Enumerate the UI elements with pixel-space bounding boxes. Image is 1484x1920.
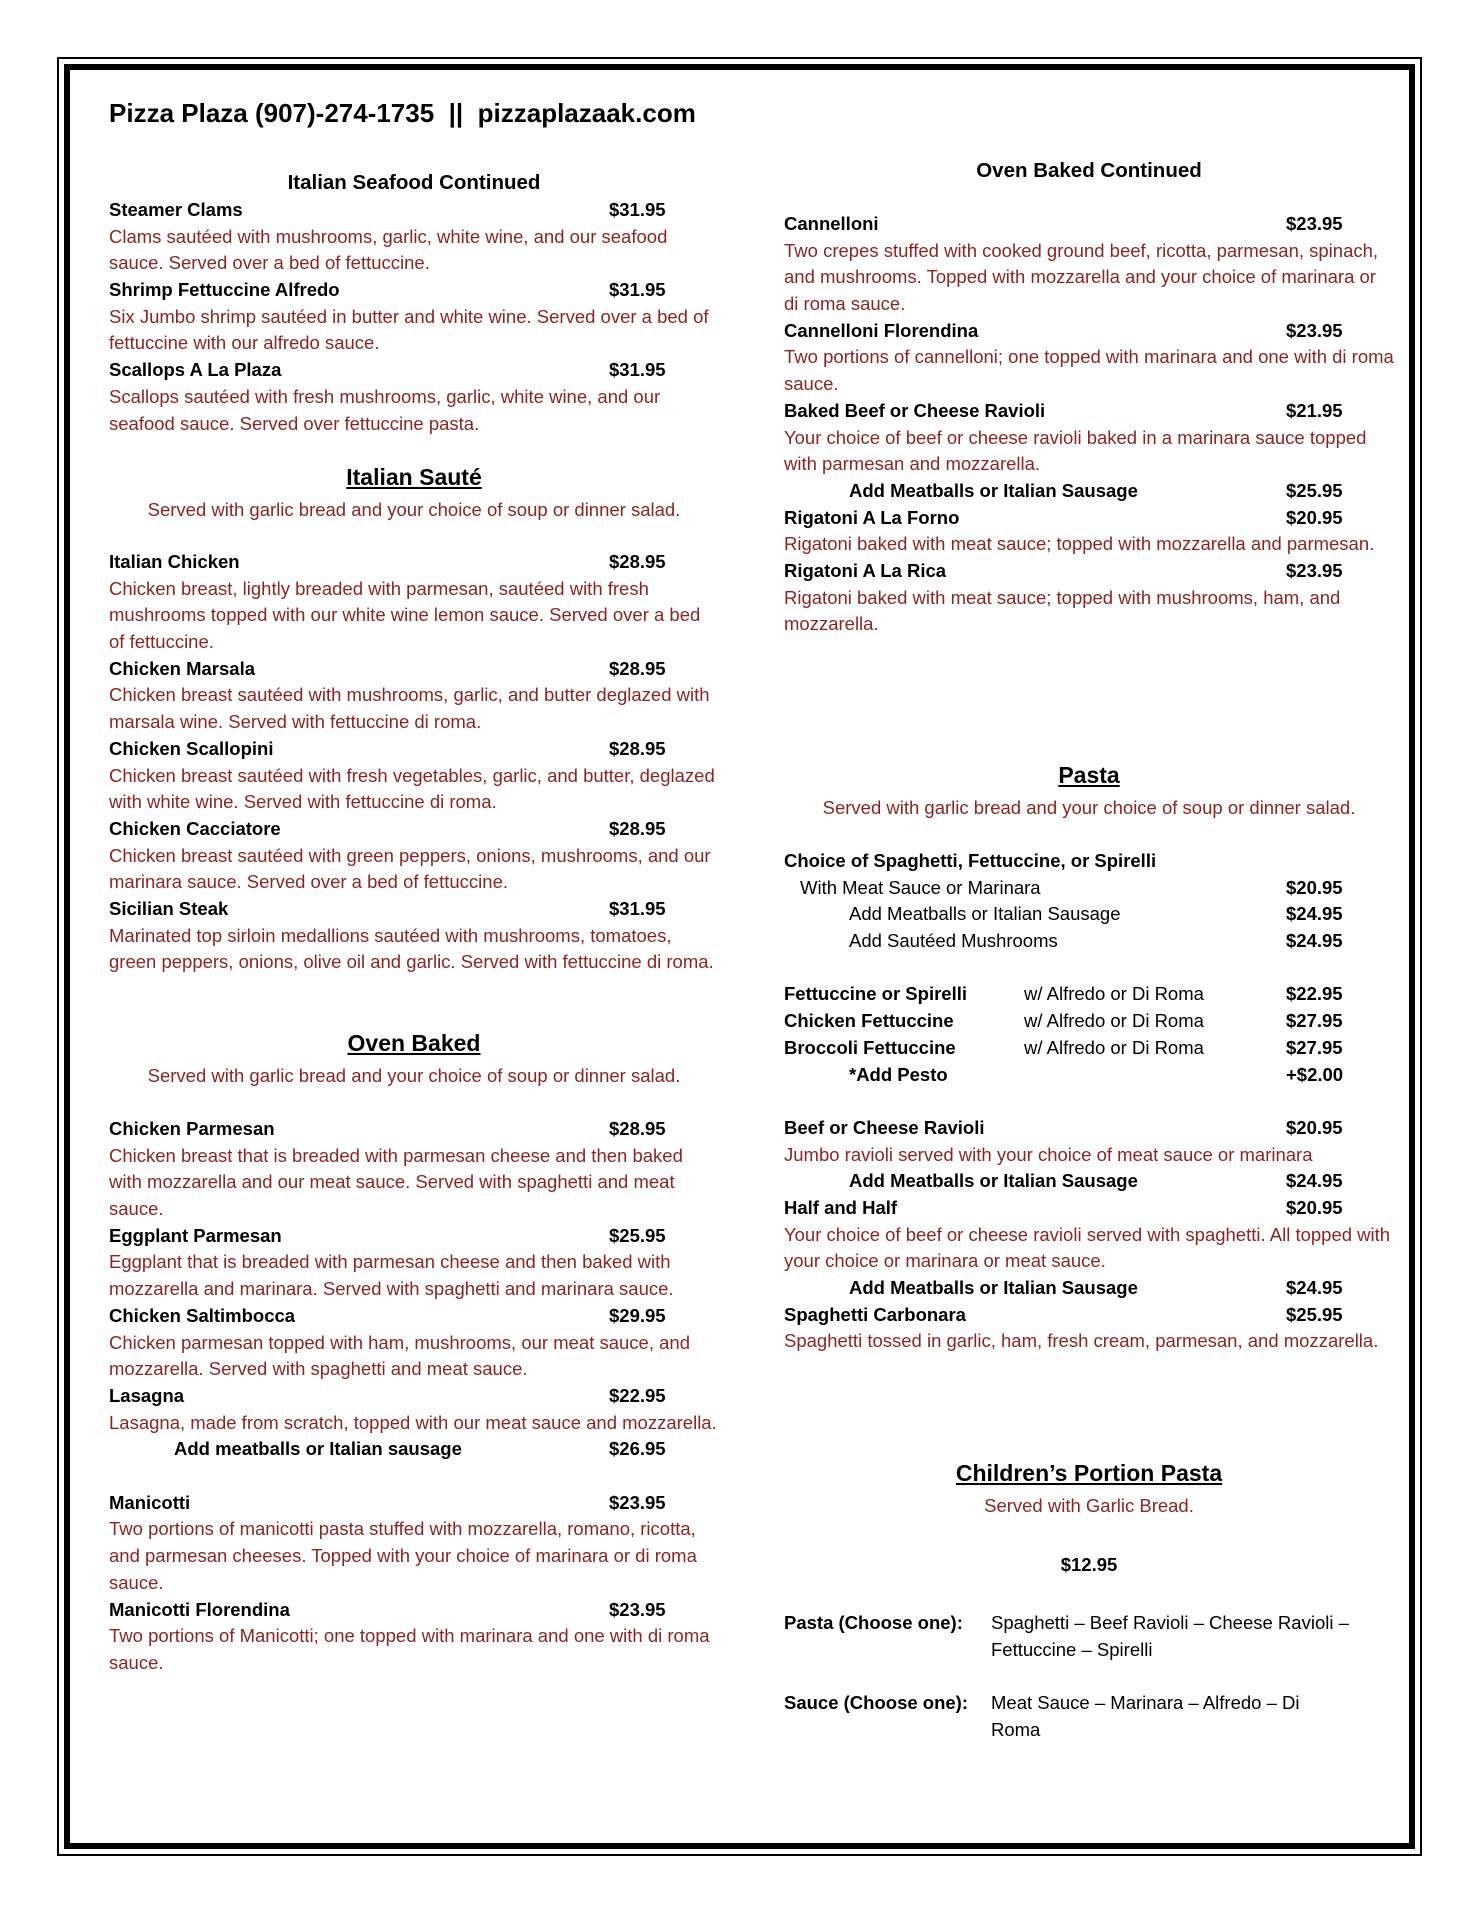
section-subtitle-childrens-pasta: Served with Garlic Bread. [984, 1495, 1194, 1516]
item-price: $22.95 [609, 1384, 666, 1406]
item-price: $20.95 [1286, 506, 1343, 528]
item-name: Half and Half [784, 1196, 898, 1218]
addon-name: *Add Pesto [849, 1063, 948, 1085]
section-title-saute: Italian Sauté [346, 464, 482, 490]
menu-item [784, 318, 1394, 345]
addon-name: Add meatballs or Italian sausage [174, 1438, 462, 1460]
item-name: Chicken Parmesan [109, 1118, 275, 1139]
choice-label: Pasta (Choose one): [784, 1612, 963, 1633]
item-price: $20.95 [1286, 1116, 1343, 1138]
item-description: Spaghetti tossed in garlic, ham, fresh cream, parmesan, and mozzarella. [784, 1330, 1379, 1352]
menu-item [109, 1597, 719, 1624]
menu-header: Pizza Plaza (907)-274-1735 || pizzaplazaak.com [109, 98, 696, 128]
menu-item [109, 549, 719, 576]
item-price: $20.95 [1286, 1196, 1343, 1218]
section-title-seafood: Italian Seafood Continued [287, 171, 541, 194]
item-price: $28.95 [609, 737, 666, 759]
item-description: Chicken parmesan topped with ham, mushrooms, our meat sauce, and mozzarella. Served with spaghetti and meat sauce. [109, 1331, 690, 1380]
menu-item [784, 1195, 1394, 1222]
seafood-items [109, 197, 719, 437]
addon-name: Add Meatballs or Italian Sausage [849, 479, 1138, 501]
item-description: Chicken breast that is breaded with parmesan cheese and then baked with mozzarella and our meat sauce. Served with spaghetti and meat sauce. [109, 1144, 683, 1220]
item-price: $31.95 [609, 359, 666, 381]
item-description: Chicken breast sautéed with green peppers, onions, mushrooms, and our marinara sauce. Served over a bed of fettuccine. [109, 844, 711, 893]
option-name: Add Sautéed Mushrooms [849, 930, 1058, 952]
addon-price: $24.95 [1286, 1277, 1343, 1299]
item-description: Rigatoni baked with meat sauce; topped with mozzarella and parmesan. [784, 533, 1375, 555]
item-name: Rigatoni A La Rica [784, 560, 947, 582]
section-title-pasta: Pasta [1058, 762, 1120, 788]
item-description: Clams sautéed with mushrooms, garlic, white wine, and our seafood sauce. Served over a bed of fettuccine. [109, 225, 668, 274]
addon-row [784, 1168, 1394, 1195]
menu-item [109, 736, 719, 763]
oven-baked-items [109, 1116, 719, 1677]
menu-item [784, 505, 1394, 532]
fettuccine-row [784, 1035, 1394, 1062]
oven-baked-continued-items [784, 211, 1394, 638]
item-price: $23.95 [1286, 213, 1343, 234]
item-name: Chicken Cacciatore [109, 817, 281, 839]
item-description: Two portions of Manicotti; one topped with marinara and one with di roma sauce. [109, 1625, 710, 1673]
option-price: $20.95 [1286, 876, 1343, 898]
addon-row [784, 478, 1394, 505]
option-row [784, 901, 1394, 928]
item-description: Lasagna, made from scratch, topped with our meat sauce and mozzarella. [109, 1411, 717, 1433]
item-name: Baked Beef or Cheese Ravioli [784, 399, 1046, 421]
item-price: $25.95 [1286, 1303, 1343, 1325]
menu-item [109, 357, 719, 384]
item-price: $31.95 [609, 898, 666, 920]
item-price: $23.95 [1286, 560, 1343, 582]
item-description: Eggplant that is breaded with parmesan cheese and then baked with mozzarella and marinara. Served with spaghetti and marinara sauce. [109, 1251, 674, 1300]
row-sauce: w/ Alfredo or Di Roma [1024, 983, 1204, 1005]
addon-name: Add Meatballs or Italian Sausage [849, 1277, 1138, 1299]
item-description: Chicken breast, lightly breaded with parmesan, sautéed with fresh mushrooms topped with our white wine lemon sauce. Served over a bed of fettuccine. [109, 577, 701, 653]
item-price: $28.95 [609, 551, 666, 572]
item-description: Rigatoni baked with meat sauce; topped with mushrooms, ham, and mozzarella. [784, 586, 1341, 635]
item-price: $31.95 [609, 279, 666, 301]
menu-item [109, 197, 719, 224]
item-name: Lasagna [109, 1384, 185, 1406]
addon-price: $25.95 [1286, 479, 1343, 501]
row-sauce: w/ Alfredo or Di Roma [1024, 1010, 1204, 1032]
item-description: Chicken breast sautéed with mushrooms, garlic, and butter deglazed with marsala wine. Served with fettuccine di roma. [109, 684, 710, 733]
option-price: $24.95 [1286, 930, 1343, 952]
item-price: $28.95 [609, 817, 666, 839]
addon-row [784, 1275, 1394, 1302]
option-row [784, 928, 1394, 955]
item-name: Cannelloni Florendina [784, 319, 979, 341]
addon-price: $24.95 [1286, 1170, 1343, 1192]
choice-values: Spaghetti – Beef Ravioli – Cheese Ravioli – Fettuccine – Spirelli [991, 1612, 1349, 1660]
row-price: $27.95 [1286, 1010, 1343, 1032]
option-name: With Meat Sauce or Marinara [800, 876, 1041, 898]
addon-price: +$2.00 [1286, 1063, 1344, 1085]
option-name: Add Meatballs or Italian Sausage [849, 903, 1121, 925]
fettuccine-row [784, 981, 1394, 1008]
menu-item [109, 1383, 719, 1410]
item-description: Six Jumbo shrimp sautéed in butter and white wine. Served over a bed of fettuccine with our alfredo sauce. [109, 305, 709, 354]
addon-name: Add Meatballs or Italian Sausage [849, 1170, 1138, 1192]
addon-row [784, 1062, 1394, 1089]
option-price: $24.95 [1286, 903, 1343, 925]
item-description: Marinated top sirloin medallions sautéed with mushrooms, tomatoes, green peppers, onions, olive oil and garlic. Served with fettuccine di roma. [109, 924, 714, 973]
item-price: $28.95 [609, 1118, 666, 1139]
section-subtitle-saute: Served with garlic bread and your choice of soup or dinner salad. [147, 499, 681, 520]
row-name: Broccoli Fettuccine [784, 1036, 956, 1058]
item-price: $29.95 [609, 1304, 666, 1326]
section-subtitle-oven-baked: Served with garlic bread and your choice of soup or dinner salad. [147, 1065, 681, 1086]
item-price: $23.95 [1286, 319, 1343, 341]
item-name: Chicken Saltimbocca [109, 1304, 296, 1326]
item-description: Scallops sautéed with fresh mushrooms, garlic, white wine, and our seafood sauce. Served over fettuccine pasta. [109, 385, 661, 434]
item-price: $23.95 [609, 1491, 666, 1513]
menu-item [784, 398, 1394, 425]
item-description: Your choice of beef or cheese ravioli baked in a marinara sauce topped with parmesan and mozzarella. [784, 426, 1367, 475]
item-name: Shrimp Fettuccine Alfredo [109, 279, 340, 301]
item-description: Chicken breast sautéed with fresh vegetables, garlic, and butter, deglazed with white wine. Served with fettuccine di roma. [109, 764, 715, 813]
childrens-pasta-choice [784, 1610, 1399, 1663]
section-title-childrens-pasta: Children’s Portion Pasta [955, 1460, 1223, 1486]
pasta-choice-heading: Choice of Spaghetti, Fettuccine, or Spirelli [784, 850, 1157, 871]
pasta-items [784, 848, 1394, 1355]
childrens-pasta-price: $12.95 [1060, 1554, 1118, 1575]
menu-item [109, 1116, 719, 1143]
menu-item [109, 656, 719, 683]
item-name: Steamer Clams [109, 199, 243, 220]
item-name: Scallops A La Plaza [109, 359, 282, 381]
item-name: Cannelloni [784, 213, 879, 234]
item-description: Two portions of manicotti pasta stuffed with mozzarella, romano, ricotta, and parmesan cheeses. Topped with your choice of marinara or di roma sauce. [109, 1518, 697, 1593]
item-name: Rigatoni A La Forno [784, 506, 960, 528]
saute-items [109, 549, 719, 976]
addon-price: $26.95 [609, 1438, 666, 1460]
menu-item [109, 1303, 719, 1330]
item-name: Spaghetti Carbonara [784, 1303, 966, 1325]
item-name: Chicken Marsala [109, 657, 256, 679]
section-subtitle-pasta: Served with garlic bread and your choice of soup or dinner salad. [822, 797, 1356, 818]
addon-row [109, 1436, 719, 1463]
menu-item [784, 1302, 1394, 1329]
menu-item [784, 558, 1394, 585]
menu-item [109, 277, 719, 304]
item-name: Manicotti Florendina [109, 1598, 290, 1620]
item-price: $28.95 [609, 657, 666, 679]
choice-values: Meat Sauce – Marinara – Alfredo – Di Roma [991, 1692, 1300, 1740]
choice-label: Sauce (Choose one): [784, 1692, 968, 1713]
option-row [784, 875, 1394, 902]
fettuccine-row [784, 1008, 1394, 1035]
item-price: $31.95 [609, 199, 666, 220]
section-title-oven-baked: Oven Baked [347, 1030, 481, 1056]
menu-item [784, 211, 1394, 238]
childrens-sauce-choice [784, 1690, 1399, 1743]
item-name: Beef or Cheese Ravioli [784, 1116, 985, 1138]
menu-item [109, 1490, 719, 1517]
section-title-oven-baked-continued: Oven Baked Continued [976, 159, 1202, 182]
item-description: Jumbo ravioli served with your choice of meat sauce or marinara [784, 1143, 1313, 1165]
row-name: Chicken Fettuccine [784, 1010, 954, 1032]
item-price: $23.95 [609, 1598, 666, 1620]
item-description: Two crepes stuffed with cooked ground beef, ricotta, parmesan, spinach, and mushrooms. Topped with mozzarella and your choice of marinara or di roma sauce. [784, 239, 1379, 315]
item-price: $25.95 [609, 1224, 666, 1246]
item-price: $21.95 [1286, 399, 1343, 421]
menu-item [784, 1115, 1394, 1142]
menu-item [109, 816, 719, 843]
item-name: Italian Chicken [109, 551, 240, 572]
menu-item [109, 1223, 719, 1250]
item-name: Sicilian Steak [109, 898, 229, 920]
item-name: Manicotti [109, 1491, 191, 1513]
row-price: $27.95 [1286, 1036, 1343, 1058]
row-price: $22.95 [1286, 983, 1343, 1005]
row-name: Fettuccine or Spirelli [784, 983, 967, 1005]
item-description: Your choice of beef or cheese ravioli served with spaghetti. All topped with your choice or marinara or meat sauce. [784, 1223, 1391, 1272]
item-description: Two portions of cannelloni; one topped with marinara and one with di roma sauce. [784, 346, 1394, 395]
item-name: Chicken Scallopini [109, 737, 274, 759]
item-name: Eggplant Parmesan [109, 1224, 282, 1246]
menu-item [109, 896, 719, 923]
row-sauce: w/ Alfredo or Di Roma [1024, 1036, 1204, 1058]
